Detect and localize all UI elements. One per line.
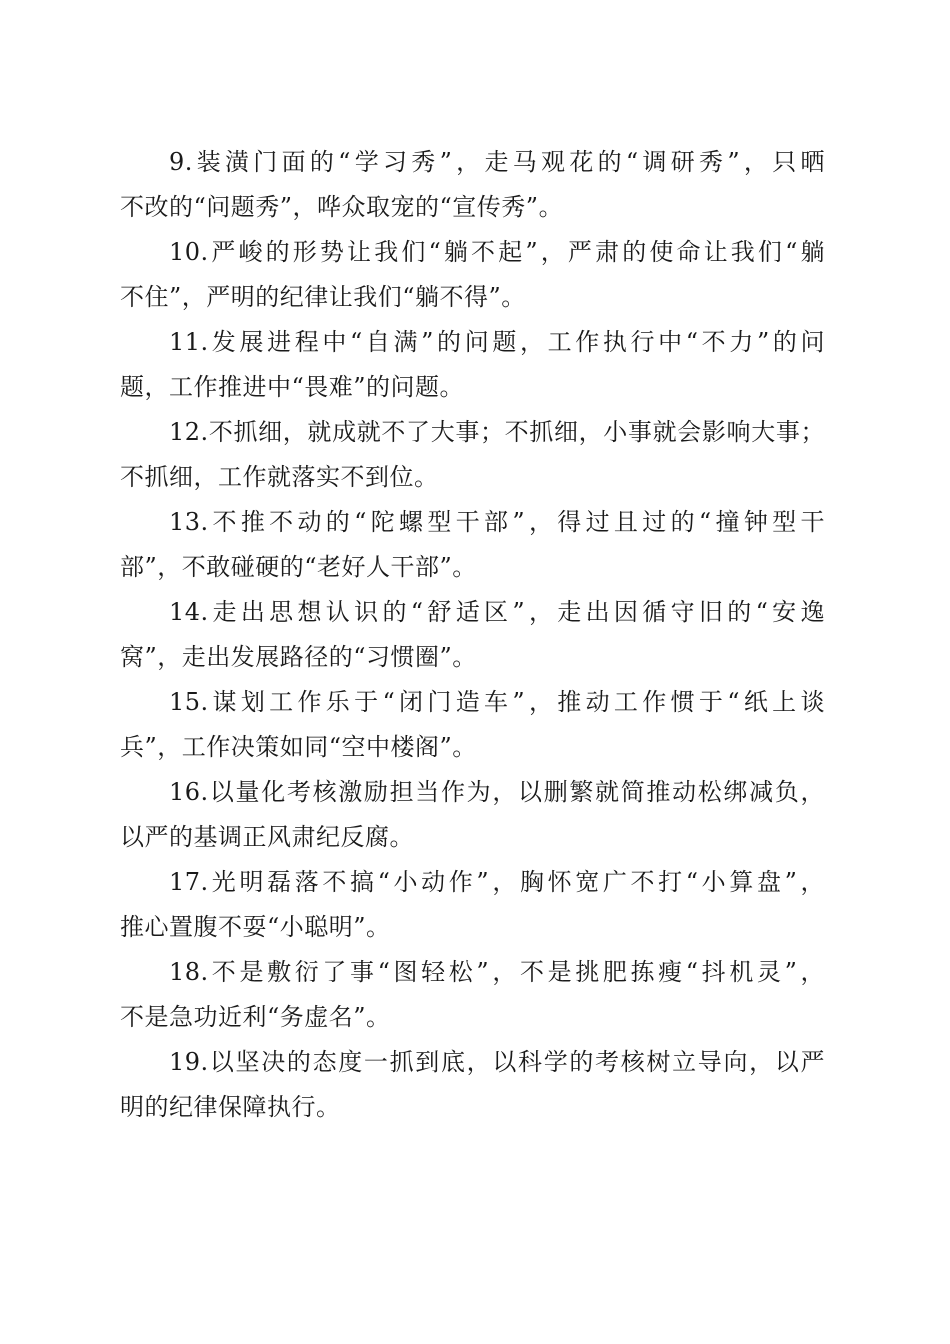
paragraph-line: 15.谋划工作乐于“闭门造车”，推动工作惯于“纸上谈 [169,688,825,716]
paragraph-19 [120,1040,825,1130]
paragraph-line: 部”，不敢碰硬的“老好人干部”。 [120,553,477,581]
paragraph-line: 13.不推不动的“陀螺型干部”，得过且过的“撞钟型干 [169,508,825,536]
paragraph-line: 不改的“问题秀”，哗众取宠的“宣传秀”。 [120,193,564,221]
paragraph-line: 推心置腹不耍“小聪明”。 [120,913,391,941]
paragraph-line: 14.走出思想认识的“舒适区”，走出因循守旧的“安逸 [169,598,825,626]
paragraph-16 [120,770,825,860]
paragraph-15 [120,680,825,770]
paragraph-line: 10.严峻的形势让我们“躺不起”，严肃的使命让我们“躺 [169,238,825,266]
paragraph-line: 9.装潢门面的“学习秀”，走马观花的“调研秀”，只晒 [169,148,825,176]
paragraph-line: 以严的基调正风肃纪反腐。 [120,823,414,851]
paragraph-line: 18.不是敷衍了事“图轻松”，不是挑肥拣瘦“抖机灵”， [169,958,825,986]
paragraph-14 [120,590,825,680]
paragraph-line: 明的纪律保障执行。 [120,1093,341,1121]
document-body [120,140,825,1130]
paragraph-10 [120,230,825,320]
paragraph-line: 11.发展进程中“自满”的问题，工作执行中“不力”的问 [169,328,825,356]
paragraph-line: 17.光明磊落不搞“小动作”，胸怀宽广不打“小算盘”， [169,868,825,896]
paragraph-line: 题，工作推进中“畏难”的问题。 [120,373,465,401]
paragraph-17 [120,860,825,950]
paragraph-line: 12.不抓细，就成就不了大事；不抓细，小事就会影响大事； [169,418,825,446]
paragraph-12 [120,410,825,500]
paragraph-line: 兵”，工作决策如同“空中楼阁”。 [120,733,477,761]
paragraph-9 [120,140,825,230]
paragraph-line: 不住”，严明的纪律让我们“躺不得”。 [120,283,526,311]
paragraph-line: 不抓细，工作就落实不到位。 [120,463,439,491]
paragraph-line: 16.以量化考核激励担当作为，以删繁就简推动松绑减负， [169,778,825,806]
paragraph-11 [120,320,825,410]
paragraph-line: 窝”，走出发展路径的“习惯圈”。 [120,643,477,671]
paragraph-13 [120,500,825,590]
paragraph-line: 19.以坚决的态度一抓到底，以科学的考核树立导向，以严 [169,1048,825,1076]
paragraph-18 [120,950,825,1040]
paragraph-line: 不是急功近利“务虚名”。 [120,1003,391,1031]
